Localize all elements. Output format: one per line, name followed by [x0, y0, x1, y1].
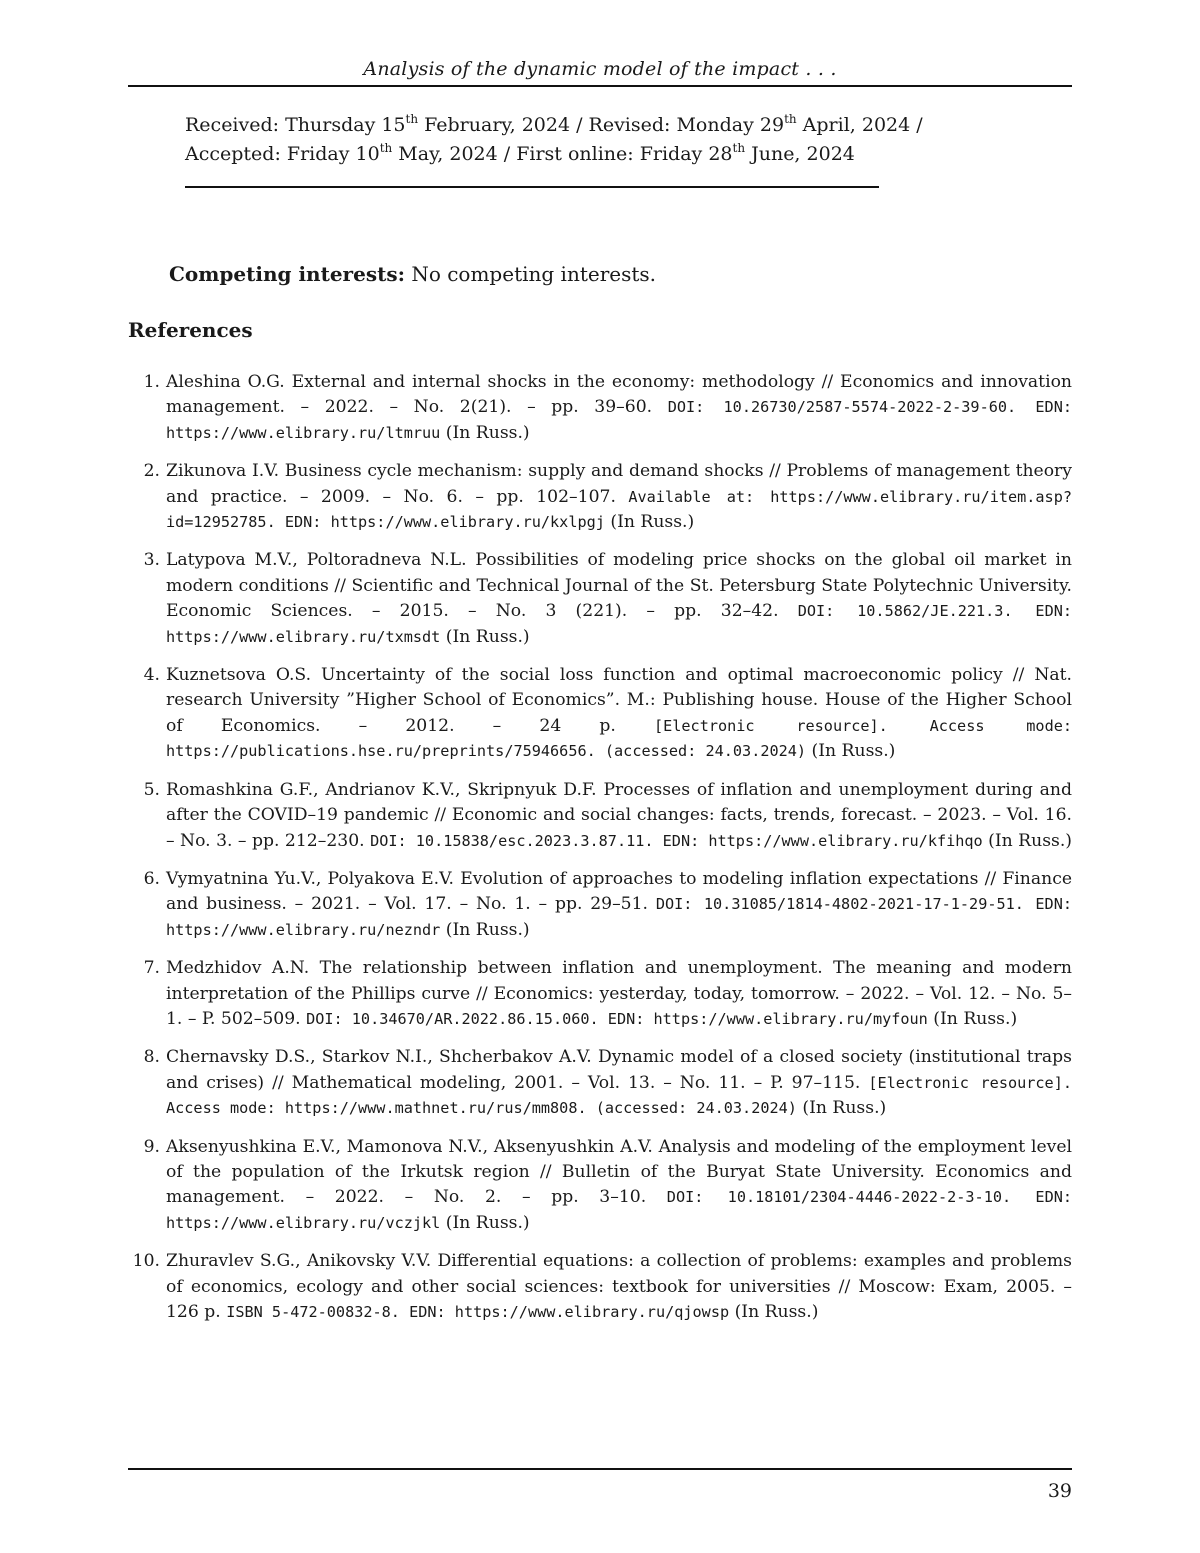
accepted-sup: th [379, 140, 393, 155]
reference-item [128, 1135, 1072, 1237]
reference-language-note: (In Russ.) [729, 1302, 819, 1322]
online-rest: June, 2024 [745, 143, 855, 165]
reference-item [128, 1045, 1072, 1121]
reference-identifier[interactable]: DOI: 10.18101/2304-4446-2022-2-3-10. EDN: https://www.elibrary.ru/vczjkl [166, 1188, 1072, 1232]
reference-language-note: (In Russ.) [604, 512, 695, 533]
reference-language-note: (In Russ.) [440, 422, 530, 443]
reference-number: 3. [143, 550, 160, 571]
reference-identifier[interactable]: ISBN 5-472-00832-8. EDN: https://www.elibrary.ru/qjowsp [226, 1303, 730, 1321]
reference-identifier[interactable]: DOI: 10.5862/JE.221.3. EDN: https://www.elibrary.ru/txmsdt [166, 602, 1072, 646]
publication-dates [185, 111, 985, 169]
online-sup: th [732, 140, 746, 155]
page-number: 39 [1047, 1480, 1072, 1502]
reference-identifier[interactable]: DOI: 10.15838/esc.2023.3.87.11. EDN: https://www.elibrary.ru/kfihqo [370, 831, 983, 850]
reference-number: 7. [143, 958, 160, 979]
reference-text: Zhuravlev S.G., Anikovsky V.V. Differential equations: a collection of problems: examples and problems of economics, ecology and other social sciences: textbook for universities // Moscow: Exam, 2005. – 126 p. [166, 1251, 1072, 1322]
revised-rest: April, 2024 / [796, 114, 923, 136]
running-head: Analysis of the dynamic model of the impact . . . [363, 58, 837, 80]
reference-number: 6. [143, 868, 160, 889]
revised-sup: th [784, 111, 797, 126]
reference-item [128, 370, 1072, 446]
reference-text: Latypova M.V., Poltoradneva N.L. Possibilities of modeling price shocks on the global oil market in modern conditions // Scientific and Technical Journal of the St. Petersburg State Polytechnic University. Economic Sciences. – 2015. – No. 3 (221). – pp. 32–42. [166, 550, 1072, 622]
reference-identifier[interactable]: [Electronic resource]. Access mode: https://publications.hse.ru/preprints/75946656. (accessed: 24.03.2024) [166, 716, 1073, 761]
dates-line-2 [185, 140, 985, 169]
received-date: Received: Thursday 15 [185, 114, 406, 136]
reference-language-note: (In Russ.) [982, 830, 1072, 851]
competing-interests-label: Competing interests: [169, 262, 405, 286]
reference-text: Aleshina O.G. External and internal shocks in the economy: methodology // Economics and innovation management. – 2022. – No. 2(21). – pp. 39–60. [166, 372, 1072, 418]
reference-item [128, 459, 1072, 535]
reference-language-note: (In Russ.) [440, 626, 530, 647]
reference-text: Chernavsky D.S., Starkov N.I., Shcherbakov A.V. Dynamic model of a closed society (institutional traps and crises) // Mathematical modeling, 2001. – Vol. 13. – No. 11. – P. 97–115. [166, 1047, 1072, 1093]
reference-item [128, 778, 1072, 854]
reference-number: 8. [143, 1047, 160, 1068]
reference-number: 2. [143, 461, 160, 482]
accepted-date: Accepted: Friday 10 [185, 143, 380, 165]
reference-list [128, 370, 1072, 1338]
reference-number: 4. [143, 665, 160, 686]
reference-text: Medzhidov A.N. The relationship between inflation and unemployment. The meaning and modern interpretation of the Phillips curve // Economics: yesterday, today, tomorrow. – 2022. – Vol. 12. – No. 5–1. – P. 502–509. [166, 958, 1072, 1029]
references-heading: References [128, 318, 253, 342]
reference-language-note: (In Russ.) [796, 1098, 887, 1119]
reference-number: 9. [143, 1136, 160, 1157]
reference-identifier[interactable]: Available at: https://www.elibrary.ru/item.asp?id=12952785. EDN: https://www.elibrary.ru/kxlpgj [166, 487, 1072, 532]
reference-number: 1. [143, 372, 160, 392]
dates-line-1 [185, 111, 985, 140]
reference-number: 10. [132, 1251, 160, 1272]
reference-text: Kuznetsova O.S. Uncertainty of the social loss function and optimal macroeconomic policy // Nat. research University ”Higher School of Economics”. M.: Publishing house. House of the Higher School of Economics. – 2012. – 24 p. [166, 665, 1072, 736]
reference-number: 5. [143, 779, 160, 800]
competing-interests-text: No competing interests. [404, 262, 657, 286]
reference-identifier[interactable]: DOI: 10.34670/AR.2022.86.15.060. EDN: https://www.elibrary.ru/myfoun [306, 1009, 928, 1028]
reference-language-note: (In Russ.) [440, 1212, 530, 1233]
reference-item [128, 663, 1072, 765]
reference-item [128, 1249, 1072, 1325]
received-sup: th [405, 111, 419, 126]
reference-item [128, 548, 1072, 650]
reference-identifier[interactable]: [Electronic resource]. Access mode: https://www.mathnet.ru/rus/mm808. (accessed: 24.03.2024) [166, 1073, 1072, 1118]
reference-text: Zikunova I.V. Business cycle mechanism: supply and demand shocks // Problems of management theory and practice. – 2009. – No. 6. – pp. 102–107. [166, 461, 1072, 507]
header-rule [128, 85, 1072, 87]
reference-text: Aksenyushkina E.V., Mamonova N.V., Aksenyushkin A.V. Analysis and modeling of the employment level of the population of the Irkutsk region // Bulletin of the Buryat State University. Economics and management. – 2022. – No. 2. – pp. 3–10. [166, 1136, 1072, 1208]
reference-identifier[interactable]: DOI: 10.26730/2587-5574-2022-2-39-60. EDN: https://www.elibrary.ru/ltmruu [166, 398, 1072, 442]
footer-rule [128, 1468, 1072, 1470]
revised-date: February, 2024 / Revised: Monday 29 [418, 114, 785, 136]
dates-rule [185, 186, 879, 188]
reference-language-note: (In Russ.) [927, 1008, 1018, 1029]
reference-text: Romashkina G.F., Andrianov K.V., Skripnyuk D.F. Processes of inflation and unemployment during and after the COVID–19 pandemic // Economic and social changes: facts, trends, forecast. – 2023. – Vol. 16. – No. 3. – pp. 212–230. [166, 779, 1072, 851]
online-date: May, 2024 / First online: Friday 28 [392, 143, 733, 165]
competing-interests [169, 262, 1069, 286]
reference-language-note: (In Russ.) [806, 741, 896, 762]
reference-item [128, 956, 1072, 1032]
reference-language-note: (In Russ.) [440, 919, 530, 940]
reference-identifier[interactable]: DOI: 10.31085/1814-4802-2021-17-1-29-51. EDN: https://www.elibrary.ru/nezndr [166, 895, 1072, 939]
reference-text: Vymyatnina Yu.V., Polyakova E.V. Evolution of approaches to modeling inflation expectations // Finance and business. – 2021. – Vol. 17. – No. 1. – pp. 29–51. [166, 868, 1072, 915]
reference-item [128, 867, 1072, 943]
